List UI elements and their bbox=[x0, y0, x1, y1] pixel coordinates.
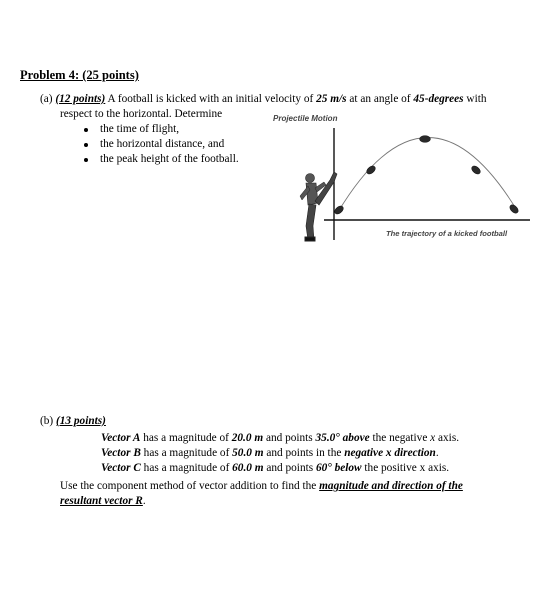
part-a-angle: 45-degrees bbox=[413, 93, 464, 105]
part-b-instruction-line-2 bbox=[60, 494, 146, 509]
vector-a-text-1: has a magnitude of bbox=[140, 432, 232, 444]
part-a-bullet-1: the time of flight, bbox=[100, 123, 180, 135]
vector-b-magnitude: 50.0 m bbox=[232, 447, 264, 459]
vector-c-text-2: and points bbox=[263, 462, 316, 474]
vector-a-axis: x bbox=[430, 432, 436, 444]
vector-b-direction: negative x direction bbox=[344, 447, 436, 459]
vector-b-text-1: has a magnitude of bbox=[140, 447, 233, 459]
football-icons bbox=[333, 136, 520, 216]
part-a-velocity: 25 m/s bbox=[316, 93, 347, 105]
part-b-points: (13 points) bbox=[56, 415, 106, 427]
football-icon bbox=[470, 164, 482, 175]
vector-a-text-4: axis. bbox=[435, 432, 460, 444]
football-icon bbox=[365, 164, 377, 175]
football-icon bbox=[333, 204, 345, 215]
part-a-line-2: respect to the horizontal. Determine bbox=[60, 108, 223, 120]
football-icon bbox=[420, 136, 431, 143]
part-a-label: (a) bbox=[40, 93, 53, 105]
vector-b-line bbox=[101, 446, 439, 461]
problem-title: Problem 4: (25 points) bbox=[20, 68, 139, 82]
figure-caption: The trajectory of a kicked football bbox=[386, 229, 508, 238]
figure-title: Projectile Motion bbox=[273, 114, 338, 123]
vector-c-text-3: the positive x axis. bbox=[361, 462, 450, 474]
bullet-dot bbox=[84, 158, 88, 162]
instruction-emphasis: magnitude and direction of the bbox=[319, 480, 463, 492]
bullet-dot bbox=[84, 128, 88, 132]
part-b-heading bbox=[40, 414, 106, 429]
vector-b-name: Vector B bbox=[101, 447, 141, 459]
vector-c-name: Vector C bbox=[101, 462, 141, 474]
instruction-emphasis-2: resultant vector R bbox=[60, 495, 143, 507]
vector-c-line bbox=[101, 461, 449, 476]
part-b-instruction-line-1 bbox=[60, 479, 463, 494]
football-icon bbox=[508, 203, 520, 215]
instruction-end: . bbox=[142, 495, 146, 507]
part-b-label: (b) bbox=[40, 415, 54, 427]
vector-a-magnitude: 20.0 m bbox=[231, 432, 264, 444]
kicker-figure-icon bbox=[300, 172, 337, 241]
vector-c-magnitude: 60.0 m bbox=[232, 462, 264, 474]
vector-a-line bbox=[101, 431, 459, 446]
part-a-text-2: at an angle of bbox=[346, 93, 414, 105]
vector-a-direction: 35.0° above bbox=[315, 432, 370, 444]
vector-a-text-3: the negative bbox=[369, 432, 431, 444]
vector-a-text-2: and points bbox=[263, 432, 316, 444]
vector-b-text-2: and points in the bbox=[263, 447, 345, 459]
vector-a-name: Vector A bbox=[101, 432, 141, 444]
instruction-text: Use the component method of vector addition to find the bbox=[60, 480, 320, 492]
part-a-text-1: A football is kicked with an initial velocity of bbox=[105, 93, 317, 105]
part-a-text-3: with bbox=[463, 93, 487, 105]
part-a-line-1 bbox=[40, 92, 487, 107]
part-a-bullet-3: the peak height of the football. bbox=[100, 153, 239, 165]
vector-c-direction: 60° below bbox=[315, 462, 362, 474]
bullet-dot bbox=[84, 143, 88, 147]
vector-b-text-3: . bbox=[435, 447, 439, 459]
part-a-bullet-2: the horizontal distance, and bbox=[100, 138, 225, 150]
part-a-points: (12 points) bbox=[55, 93, 106, 105]
vector-c-text-1: has a magnitude of bbox=[140, 462, 233, 474]
trajectory-curve bbox=[338, 138, 518, 213]
projectile-figure bbox=[268, 108, 536, 248]
